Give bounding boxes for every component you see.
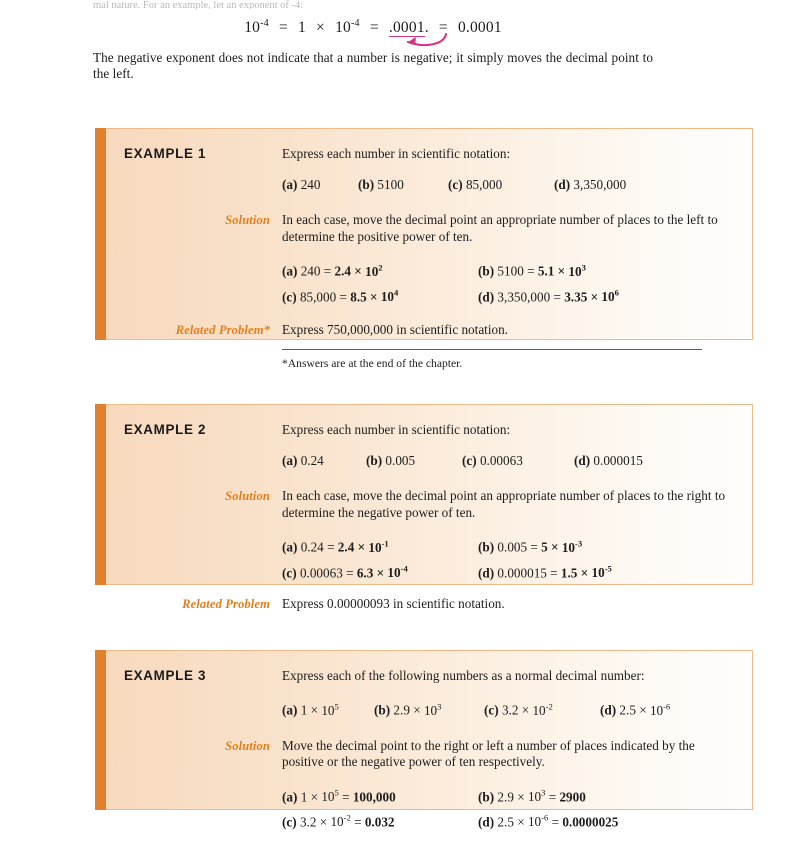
example-1-solution-text: In each case, move the decimal point an appropriate number of places to the left to determine the positive power of ten. (282, 212, 718, 244)
problem-item: (d) 0.000015 (574, 453, 643, 469)
example-3-answer-row-1 (282, 784, 734, 806)
example-box-2 (95, 404, 753, 611)
example-box-3 (95, 650, 753, 830)
problem-item: (d) 3,350,000 (554, 177, 627, 193)
example-2-answer-row-2 (282, 560, 734, 582)
answer-item: (a) $1 \times 10^5 = 100,000$ (282, 787, 396, 804)
times-symbol: × (316, 19, 325, 37)
intro-paragraph: The negative exponent does not indicate that a number is negative; it simply moves the decimal point to the left. (93, 50, 653, 81)
answer-item: (c) $3.2 \times 10^{-2} = 0.032$ (282, 813, 395, 830)
example-2-answer-row-1 (282, 534, 734, 556)
example-1-solution-label: Solution (225, 213, 270, 228)
problem-item: (c) $3.2 \times 10^{-2}$ (484, 701, 553, 718)
problem-item: (a) $1 \times 10^5$ (282, 701, 339, 718)
equation-lhs: $10^{-4}$ (244, 18, 269, 37)
answer-item: (a) $240 = 2.4 \times 10^2$ (282, 262, 383, 279)
example-2-solution-label: Solution (225, 489, 270, 504)
example-1-answer-row-2 (282, 284, 734, 306)
example-1-related-label: Related Problem* (175, 323, 270, 337)
example-3-title: EXAMPLE 3 (124, 668, 207, 683)
answer-item: (c) $85,000 = 8.5 \times 10^4$ (282, 287, 399, 304)
problem-item: (b) 0.005 (366, 453, 416, 469)
problem-item: (a) 0.24 (282, 453, 324, 469)
example-1-footnote: *Answers are at the end of the chapter. (282, 357, 463, 371)
answer-item: (a) $0.24 = 2.4 \times 10^{-1}$ (282, 538, 389, 555)
problem-item: (c) 85,000 (448, 177, 503, 193)
equation-result: 0.0001 (457, 19, 502, 37)
answer-item: (b) $5100 = 5.1 \times 10^3$ (478, 262, 586, 279)
decimal-shift-value: .0001 (388, 19, 425, 37)
example-1-related-text: Express 750,000,000 in scientific notation. (282, 322, 508, 337)
example-1-problem-list (282, 175, 734, 194)
example-3-problem-list (282, 697, 734, 719)
problem-item: (b) $2.9 \times 10^3$ (374, 701, 442, 718)
problem-item: (d) $2.5 \times 10^{-6}$ (600, 701, 671, 718)
example-2-prompt: Express each number in scientific notation: (282, 422, 511, 437)
equals-3: = (438, 19, 448, 37)
example-2-related-label: Related Problem (182, 597, 270, 611)
example-1-answer-row-1 (282, 258, 734, 280)
answer-item: (b) $2.9 \times 10^3 = 2900$ (478, 787, 586, 804)
example-3-solution-label: Solution (225, 738, 270, 753)
problem-item: (b) 5100 (358, 177, 404, 193)
display-equation (93, 13, 653, 39)
example-3-prompt: Express each of the following numbers as a normal decimal number: (282, 668, 645, 683)
example-box-1 (95, 128, 753, 371)
equals-2: = (369, 19, 379, 37)
example-3-answer-row-2 (282, 809, 734, 831)
answer-item: (d) $2.5 \times 10^{-6} = 0.0000025$ (478, 813, 619, 830)
coefficient-one: 1 (298, 19, 306, 37)
answer-item: (d) $3,350,000 = 3.35 \times 10^6$ (478, 287, 619, 304)
example-2-solution-text: In each case, move the decimal point an appropriate number of places to the right to determine the negative power of ten. (282, 488, 726, 520)
answer-item: (c) $0.00063 = 6.3 \times 10^{-4}$ (282, 563, 408, 580)
example-2-title: EXAMPLE 2 (124, 422, 207, 437)
example-2-problem-list (282, 451, 734, 470)
example-3-solution-text: Move the decimal point to the right or left a number of places indicated by the positive or the negative power of ten respectively. (282, 737, 695, 770)
example-1-title: EXAMPLE 1 (124, 146, 207, 161)
trailing-decimal-point: . (424, 19, 429, 37)
cut-off-text-line: mal nature. For an example, let an exponent of -4: (93, 0, 304, 9)
answer-item: (d) $0.000015 = 1.5 \times 10^{-5}$ (478, 563, 612, 580)
equals-1: = (278, 19, 288, 37)
problem-item: (a) 240 (282, 177, 321, 193)
example-2-related-text: Express 0.00000093 in scientific notation. (282, 596, 505, 611)
intro-section (93, 0, 653, 81)
footnote-divider (282, 349, 702, 350)
answer-item: (b) $0.005 = 5 \times 10^{-3}$ (478, 538, 583, 555)
problem-item: (c) 0.00063 (462, 453, 523, 469)
power-of-ten: $10^{-4}$ (335, 18, 360, 37)
example-1-prompt: Express each number in scientific notation: (282, 146, 511, 161)
